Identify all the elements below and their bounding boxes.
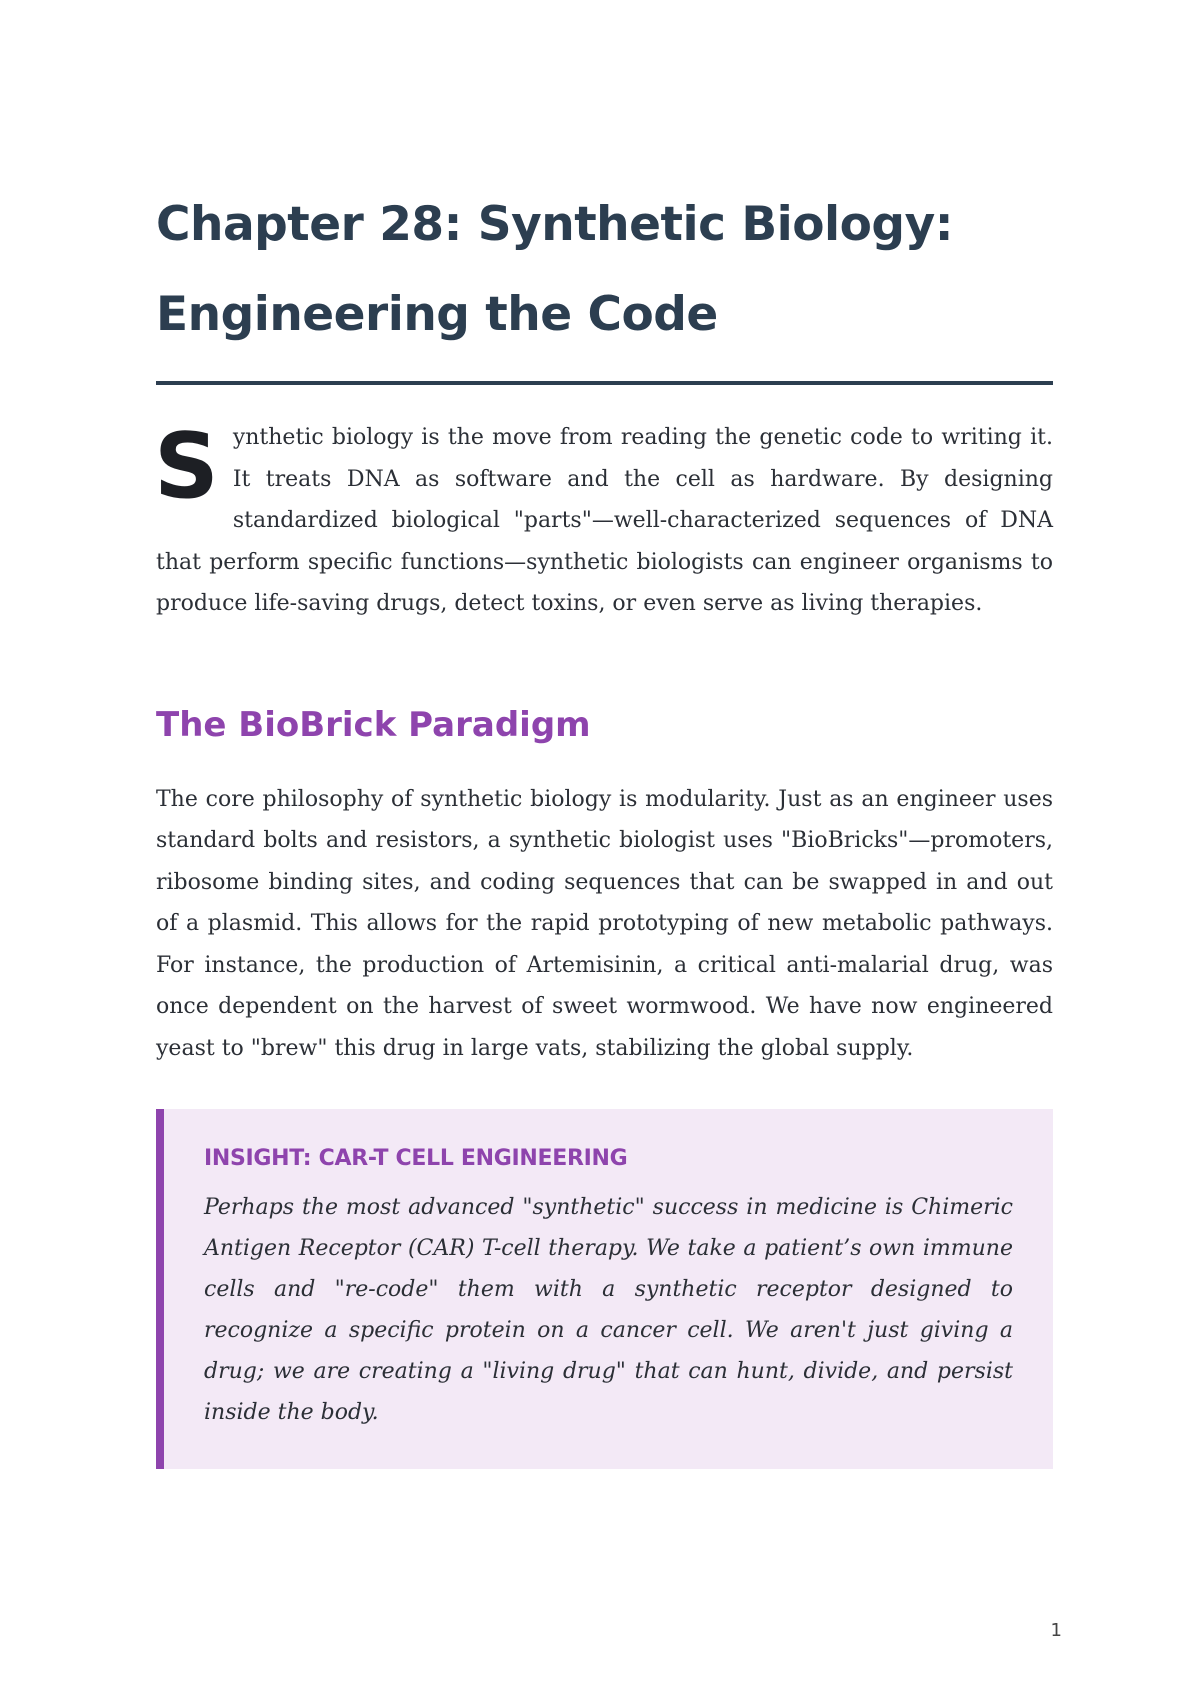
insight-callout <box>156 1109 1053 1469</box>
drop-cap: S <box>154 414 219 519</box>
title-divider <box>156 381 1053 385</box>
insight-title: INSIGHT: CAR-T CELL ENGINEERING <box>204 1146 628 1171</box>
insight-text: Perhaps the most advanced "synthetic" success in medicine is Chimeric Antigen Receptor (CAR) T-cell therapy. We take a patient’s own immune cells and "re-code" them with a synthetic receptor designed to recognize a specific protein on a cancer cell. We aren't just giving a drug; we are creating a "living drug" that can hunt, divide, and persist inside the body. <box>204 1195 1013 1425</box>
document-page <box>156 180 1053 1469</box>
chapter-title <box>156 180 1053 360</box>
chapter-title-line-1: Chapter 28: Synthetic Biology: <box>156 197 954 252</box>
chapter-title-line-2: Engineering the Code <box>156 287 718 342</box>
intro-text: ynthetic biology is the move from reading the genetic code to writing it. It treats DNA as software and the cell as hardware. By designing standardized biological "parts"—well-characterized sequences of DNA that perform specific functions—synthetic biologists can engineer organisms to produce life-saving drugs, detect toxins, or even serve as living therapies. <box>156 425 1053 616</box>
section-heading: The BioBrick Paradigm <box>156 704 591 745</box>
section-paragraph: The core philosophy of synthetic biology is modularity. Just as an engineer uses standard bolts and resistors, a synthetic biologist uses "BioBricks"—promoters, ribosome binding sites, and coding sequences that can be swapped in and out of a plasmid. This allows for the rapid prototyping of new metabolic pathways. For instance, the production of Artemisinin, a critical anti-malarial drug, was once dependent on the harvest of sweet wormwood. We have now engineered yeast to "brew" this drug in large vats, stabilizing the global supply. <box>156 786 1053 1061</box>
page-number: 1 <box>1050 1620 1062 1641</box>
intro-paragraph <box>154 414 1053 625</box>
